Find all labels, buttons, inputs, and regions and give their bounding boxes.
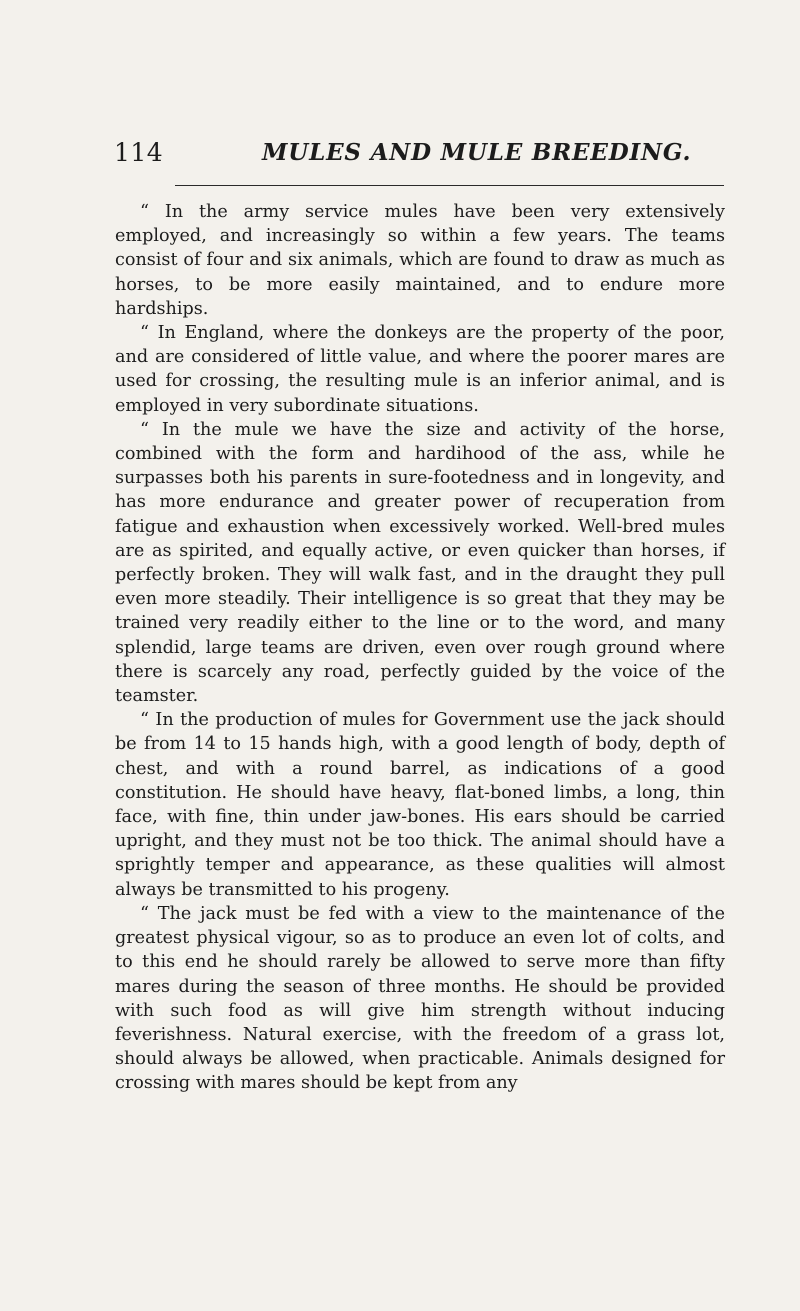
paragraph: “ In the production of mules for Government use the jack should be from 14 to 15 hands high, with a good length of body, depth of chest, and with a round barrel, as indications of a good constitution. He should have heavy, flat-boned limbs, a long, thin face, with fine, thin under jaw-bones. His ears should be carried upright, and they must not be too thick. The animal should have a sprightly temper and appearance, as these qualities will almost always be transmitted to his progeny.: [115, 710, 725, 900]
paragraph: “ In the army service mules have been very extensively employed, and increasingly so within a few years. The teams consist of four and six animals, which are found to draw as much as horses, to be more easily maintained, and to endure more hardships.: [115, 202, 725, 319]
page-number: 114: [114, 138, 164, 167]
body-text: [115, 200, 725, 1096]
paragraph: “ In the mule we have the size and activity of the horse, combined with the form and hardihood of the ass, while he surpasses both his parents in sure-footedness and in longevity, and has more endurance and greater power of recuperation from fatigue and exhaustion when excessively worked. Well-bred mules are as spirited, and equally active, or even quicker than horses, if perfectly broken. They will walk fast, and in the draught they pull even more steadily. Their intelligence is so great that they may be trained very readily either to the line or to the word, and many splendid, large teams are driven, even over rough ground where there is scarcely any road, perfectly guided by the voice of the teamster.: [115, 419, 725, 707]
running-head: [112, 138, 724, 178]
paragraph: “ The jack must be fed with a view to the maintenance of the greatest physical vigour, so as to produce an even lot of colts, and to this end he should rarely be allowed to serve more than fifty mares during the season of three months. He should be provided with such food as will give him strength without inducing feverishness. Natural exercise, with the freedom of a grass lot, should always be allowed, when practicable. Animals designed for crossing with mares should be kept from any: [115, 903, 725, 1094]
paragraph: “ In England, where the donkeys are the property of the poor, and are considered of little value, and where the poorer mares are used for crossing, the resulting mule is an inferior animal, and is employed in very subordinate situations.: [115, 323, 725, 416]
header-rule: [175, 185, 724, 186]
running-head-title: MULES AND MULE BREEDING.: [262, 139, 692, 166]
